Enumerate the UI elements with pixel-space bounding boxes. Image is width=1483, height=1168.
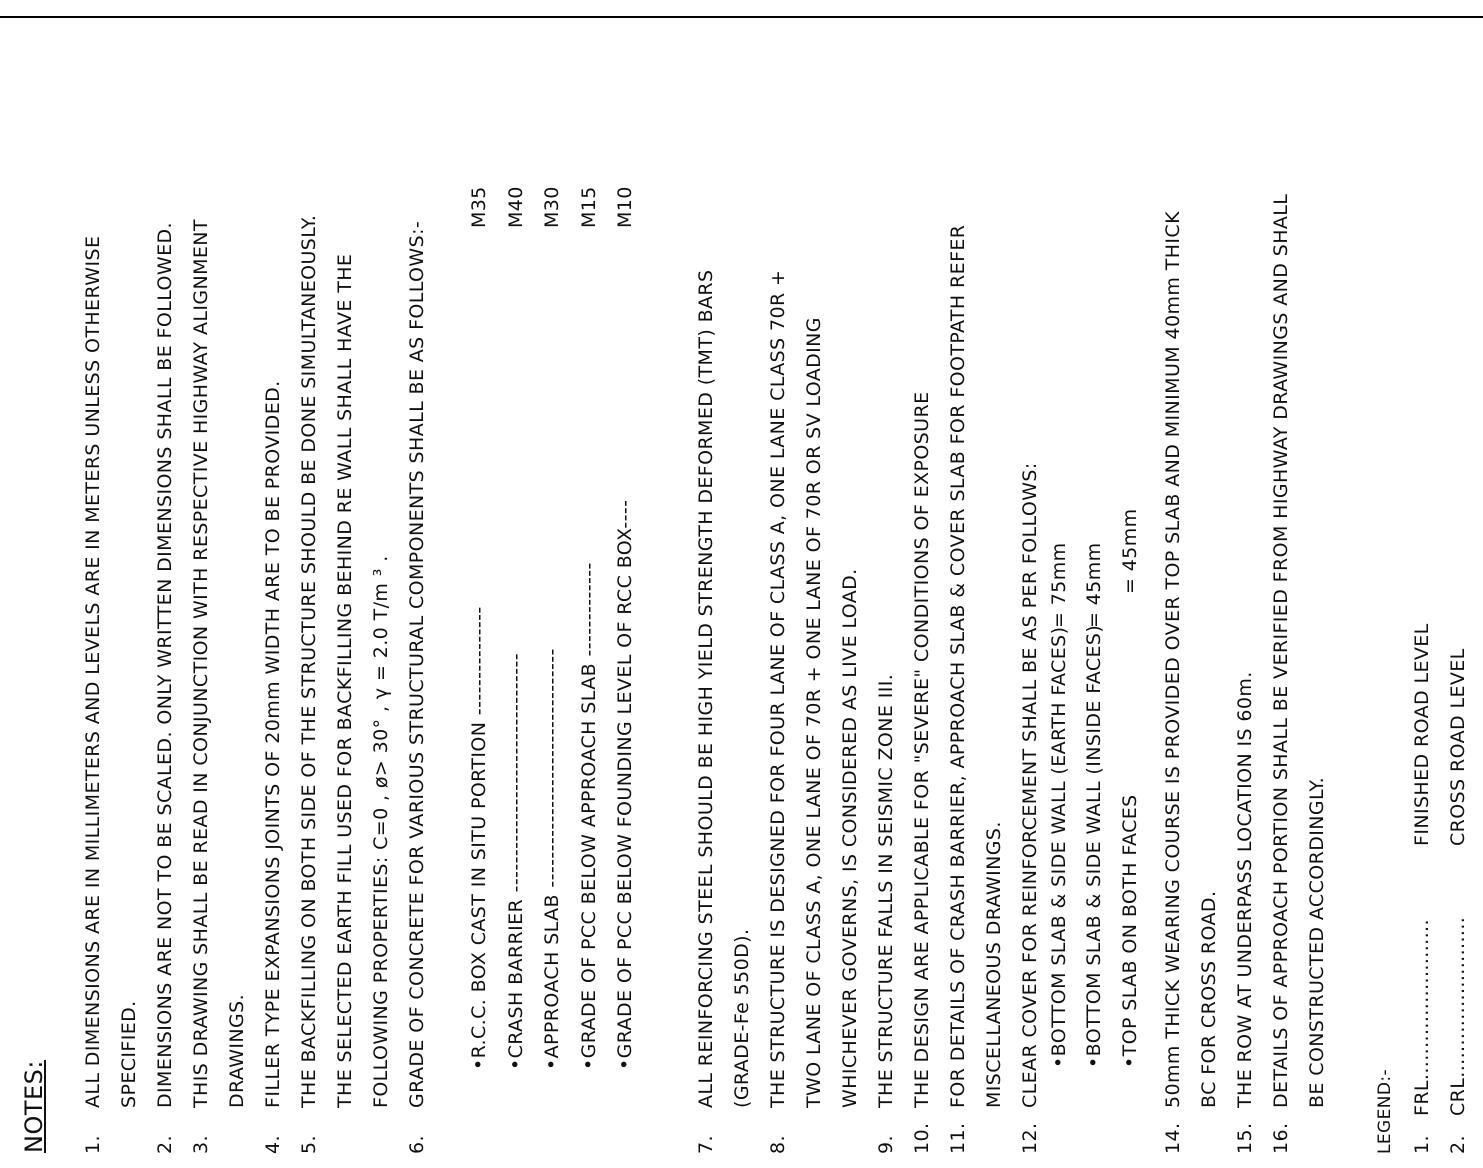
note-number: 6.: [406, 1135, 428, 1154]
note-line: THE BACKFILLING ON BOTH SIDE OF THE STRUCTURE SHOULD BE DONE SIMULTANEOUSLY.: [298, 214, 320, 1108]
cover-value: = 45mm: [1119, 508, 1141, 594]
note-line: THE STRUCTURE FALLS IN SEISMIC ZONE III.: [875, 673, 897, 1108]
note-5: [291, 94, 399, 1154]
note-line: DIMENSIONS ARE NOT TO BE SCALED. ONLY WRITTEN DIMENSIONS SHALL BE FOLLOWED.: [154, 222, 176, 1108]
note-line: THE SELECTED EARTH FILL USED FOR BACKFILLING BEHIND RE WALL SHALL HAVE THE: [334, 253, 356, 1108]
cover-label: •BOTTOM SLAB & SIDE WALL (EARTH FACES): [1048, 626, 1070, 1068]
note-number: 1.: [82, 1135, 104, 1154]
note-line: SPECIFIED.: [118, 1000, 140, 1108]
legend-full: CROSS ROAD LEVEL: [1447, 648, 1469, 846]
cover-value: = 75mm: [1048, 542, 1070, 628]
legend-number: 1.: [1411, 1135, 1433, 1154]
note-line: (GRADE-Fe 550D).: [731, 928, 753, 1108]
note-number: 11.: [947, 1122, 969, 1154]
note-number: 15.: [1234, 1122, 1256, 1154]
note-line: FILLER TYPE EXPANSIONS JOINTS OF 20mm WIDTH ARE TO BE PROVIDED.: [262, 380, 284, 1108]
grade-value: M10: [614, 186, 636, 228]
note-line: THE DESIGN ARE APPLICABLE FOR "SEVERE" CONDITIONS OF EXPOSURE: [911, 391, 933, 1108]
note-line: BE CONSTRUCTED ACCORDINGLY.: [1306, 776, 1328, 1108]
grade-value: M15: [578, 186, 600, 228]
grade-label: •GRADE OF PCC BELOW FOUNDING LEVEL OF RCC BOX----: [614, 499, 636, 1070]
note-line: FOR DETAILS OF CRASH BARRIER, APPROACH SLAB & COVER SLAB FOR FOOTPATH REFER: [947, 224, 969, 1108]
note-line: ALL DIMENSIONS ARE IN MILLIMETERS AND LEVELS ARE IN METERS UNLESS OTHERWISE: [82, 235, 104, 1108]
notes-title: NOTES:: [20, 1060, 48, 1153]
note-1: [75, 94, 147, 1154]
grade-label: •CRASH BARRIER ---------------------------------: [505, 652, 527, 1070]
note-8: [760, 94, 868, 1154]
note-number: 16.: [1270, 1122, 1292, 1154]
note-16: [1263, 94, 1335, 1154]
note-2: [147, 94, 183, 1154]
note-number: 9.: [875, 1135, 897, 1154]
note-number: 10.: [911, 1122, 933, 1154]
note-line: ALL REINFORCING STEEL SHOULD BE HIGH YIELD STRENGTH DEFORMED (TMT) BARS: [695, 269, 717, 1108]
grade-value: M30: [541, 186, 563, 228]
note-9: [868, 94, 904, 1154]
note-line: THIS DRAWING SHALL BE READ IN CONJUNCTION WITH RESPECTIVE HIGHWAY ALIGNMENT: [190, 219, 212, 1108]
grade-value: M35: [468, 186, 490, 228]
legend-abbr: FRL.........................: [1411, 919, 1433, 1116]
note-line: DRAWINGS.: [226, 993, 248, 1108]
note-line: WHICHEVER GOVERNS, IS CONSIDERED AS LIVE LOAD.: [839, 568, 861, 1108]
note-number: 2.: [154, 1135, 176, 1154]
note-3: [183, 94, 255, 1154]
grade-label: •GRADE OF PCC BELOW APPROACH SLAB -------------: [578, 562, 600, 1070]
note-line: CLEAR COVER FOR REINFORCEMENT SHALL BE AS PER FOLLOWS:: [1019, 462, 1041, 1108]
note-number: 4.: [262, 1135, 284, 1154]
cover-value: = 45mm: [1083, 542, 1105, 628]
note-number: 3.: [190, 1135, 212, 1154]
note-15: [1227, 94, 1263, 1154]
grade-label: •APPROACH SLAB ---------------------------------: [541, 648, 563, 1070]
note-10: [904, 94, 940, 1154]
top-border-line: [0, 16, 1483, 18]
note-number: 14.: [1162, 1122, 1184, 1154]
note-7: [688, 94, 760, 1154]
note-12: [1012, 94, 1048, 1154]
legend-title: LEGEND:-: [1375, 1069, 1395, 1154]
note-number: 5.: [298, 1135, 320, 1154]
cover-label: •BOTTOM SLAB & SIDE WALL (INSIDE FACES): [1083, 624, 1105, 1068]
notes-sheet-continued: [1085, 78, 1483, 1168]
grade-value: M40: [505, 186, 527, 228]
note-line: 50mm THICK WEARING COURSE IS PROVIDED OVER TOP SLAB AND MINIMUM 40mm THICK: [1162, 211, 1184, 1108]
note-number: 7.: [695, 1135, 717, 1154]
legend-full: FINISHED ROAD LEVEL: [1411, 623, 1433, 846]
note-line: GRADE OF CONCRETE FOR VARIOUS STRUCTURAL COMPONENTS SHALL BE AS FOLLOWS:-: [406, 220, 428, 1108]
note-11: [940, 94, 1012, 1154]
note-line: MISCELLANEOUS DRAWINGS.: [983, 821, 1005, 1108]
grade-label: •R.C.C. BOX CAST IN SITU PORTION ---------------: [468, 606, 490, 1070]
note-line: THE STRUCTURE IS DESIGNED FOR FOUR LANE OF CLASS A, ONE LANE CLASS 70R +: [767, 269, 789, 1108]
legend-abbr: CRL.........................: [1447, 916, 1469, 1116]
note-4: [255, 94, 291, 1154]
note-6: [399, 94, 435, 1154]
note-14: [1155, 94, 1227, 1154]
note-number: 8.: [767, 1135, 789, 1154]
note-line: BC FOR CROSS ROAD.: [1198, 890, 1220, 1108]
note-line: DETAILS OF APPROACH PORTION SHALL BE VERIFIED FROM HIGHWAY DRAWINGS AND SHALL: [1270, 193, 1292, 1108]
note-line: FOLLOWING PROPERTIES: C=0 , ø> 30° , γ = 2.0 T/m ³ .: [370, 555, 392, 1108]
note-line: TWO LANE OF CLASS A, ONE LANE OF 70R + ONE LANE OF 70R OR SV LOADING: [803, 317, 825, 1108]
note-number: 12.: [1019, 1122, 1041, 1154]
legend-number: 2.: [1447, 1135, 1469, 1154]
note-line: THE ROW AT UNDERPASS LOCATION IS 60m.: [1234, 671, 1256, 1108]
cover-label: •TOP SLAB ON BOTH FACES: [1119, 794, 1141, 1068]
